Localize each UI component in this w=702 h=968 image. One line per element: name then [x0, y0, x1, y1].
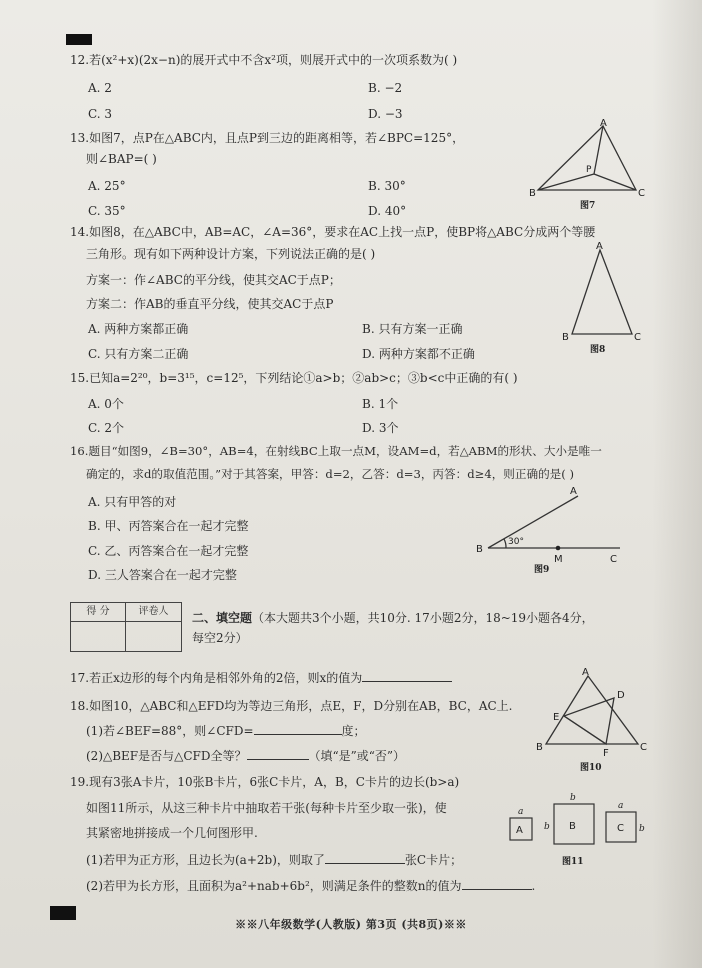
q14-option-a: A. 两种方案都正确	[88, 322, 189, 336]
figure-8	[556, 238, 646, 356]
q13-stem-line2: 则∠BAP=( )	[86, 152, 157, 166]
q12-option-d: D. −3	[368, 107, 403, 121]
q16-option-a: A. 只有甲答的对	[88, 495, 177, 509]
figure-11	[500, 782, 650, 882]
q13-option-d: D. 40°	[368, 204, 407, 218]
q16-option-d: D. 三人答案合在一起才完整	[88, 568, 237, 582]
q18-sub1-unit: 度；	[341, 724, 366, 738]
grader-box-label: 评卷人	[138, 606, 169, 617]
q14-plan-1: 方案一：作∠ABC的平分线，使其交AC于点P；	[86, 273, 341, 287]
q15-option-b: B. 1个	[362, 397, 399, 411]
q18-sub2-text: (2)△BEF是否与△CFD全等？	[86, 749, 247, 763]
figure-9	[474, 482, 644, 574]
fig10-label-d: D	[617, 690, 625, 701]
section-2-desc-2: 每空2分）	[192, 631, 248, 645]
fig9-label-angle: 30°	[508, 537, 524, 547]
q19-sub1-blank[interactable]	[325, 863, 405, 864]
q14-stem-line1: 14.如图8，在△ABC中，AB=AC，∠A=36°，要求在AC上找一点P，使BP将△ABC分成两个等腰	[70, 225, 596, 239]
page-footer: ※※八年级数学(人教版) 第3页 (共8页)※※	[235, 918, 467, 931]
fig11-label-c-top: a	[618, 801, 624, 811]
fig8-label-b: B	[562, 332, 569, 343]
q18-sub2-hint: （填“是”或“否”）	[308, 749, 406, 763]
fig7-caption: 图7	[580, 201, 596, 210]
q17-answer-blank[interactable]	[362, 681, 452, 682]
q17-text: 17.若正x边形的每个内角是相邻外角的2倍，则x的值为	[70, 671, 363, 685]
fig10-label-c: C	[640, 742, 647, 753]
q14-option-d: D. 两种方案都不正确	[362, 347, 475, 361]
q19-sub2-text: (2)若甲为长方形，且面积为a²+nab+6b²，则满足条件的整数n的值为	[86, 879, 462, 893]
q13-option-a: A. 25°	[88, 179, 126, 193]
fig11-caption: 图11	[562, 857, 584, 867]
fig11-card-c: C	[617, 823, 624, 834]
fig8-caption: 图8	[590, 345, 606, 355]
figure-10	[534, 664, 654, 776]
q12-option-c: C. 3	[88, 107, 113, 121]
q13-option-c: C. 35°	[88, 204, 126, 218]
fig9-point-m	[556, 546, 561, 551]
q19-sub2	[86, 878, 535, 894]
fig10-label-a: A	[582, 667, 589, 678]
q18-sub2-blank[interactable]	[247, 759, 309, 760]
fig8-label-c: C	[634, 332, 641, 343]
fig11-label-b-top: b	[570, 793, 576, 803]
q12-option-b: B. −2	[368, 81, 403, 95]
fig11-label-a-top: a	[518, 807, 524, 817]
q14-option-c: C. 只有方案二正确	[88, 347, 189, 361]
q13-option-b: B. 30°	[368, 179, 406, 193]
section-2-header	[192, 608, 652, 648]
section-2-desc: （本大题共3个小题，共10分. 17小题2分，18~19小题各4分，	[252, 611, 594, 625]
fig9-label-c: C	[610, 554, 617, 565]
q18-sub1	[86, 723, 366, 739]
score-box-label: 得 分	[86, 606, 110, 617]
fig9-label-b: B	[476, 544, 483, 555]
q18-stem: 18.如图10，△ABC和△EFD均为等边三角形，点E，F，D分别在AB，BC，AC上.	[70, 699, 513, 713]
fig7-label-b: B	[529, 188, 536, 199]
registration-mark-top	[66, 34, 92, 45]
section-2-title: 二、填空题	[192, 611, 253, 625]
q12-stem: 12.若(x²+x)(2x−n)的展开式中不含x²项，则展开式中的一次项系数为( )	[70, 53, 458, 67]
q14-plan-2: 方案二：作AB的垂直平分线，使其交AC于点P	[86, 297, 334, 311]
fig10-caption: 图10	[580, 763, 602, 773]
fig9-label-m: M	[554, 554, 563, 565]
fig10-label-f: F	[603, 748, 609, 759]
q15-option-d: D. 3个	[362, 421, 399, 435]
q18-sub1-text: (1)若∠BEF=88°，则∠CFD=	[86, 724, 254, 738]
q15-option-c: C. 2个	[88, 421, 125, 435]
q15-option-a: A. 0个	[88, 397, 124, 411]
q19-sub1-text: (1)若甲为正方形，且边长为(a+2b)，则取了	[86, 853, 325, 867]
page-edge-shadow	[652, 0, 702, 968]
fig10-label-b: B	[536, 742, 543, 753]
fig9-caption: 图9	[534, 565, 550, 574]
q14-stem-line2: 三角形。现有如下两种设计方案，下列说法正确的是( )	[86, 247, 376, 261]
q19-stem-line1: 19.现有3张A卡片，10张B卡片，6张C卡片，A，B，C卡片的边长(b>a)	[70, 775, 460, 789]
q19-stem-line2: 如图11所示，从这三种卡片中抽取若干张(每种卡片至少取一张)，使	[86, 801, 447, 815]
q19-sub2-end: .	[531, 879, 536, 893]
score-box	[70, 602, 182, 652]
q12-option-a: A. 2	[88, 81, 112, 95]
q19-sub1	[86, 852, 462, 868]
q18-sub2	[86, 748, 405, 764]
q13-stem-line1: 13.如图7，点P在△ABC内，且点P到三边的距离相等，若∠BPC=125°，	[70, 131, 465, 145]
fig7-label-a: A	[600, 118, 607, 129]
q15-stem: 15.已知a=2²⁰，b=3¹⁵，c=12⁵，下列结论①a>b；②ab>c；③b<c中正确的有( )	[70, 371, 518, 385]
q16-stem-line2: 确定的，求d的取值范围。”对于其答案，甲答：d=2，乙答：d=3，丙答：d≥4，则正确的是( )	[86, 467, 575, 481]
q14-option-b: B. 只有方案一正确	[362, 322, 463, 336]
fig11-card-a: A	[516, 825, 523, 836]
fig9-label-a: A	[570, 486, 577, 497]
fig7-label-c: C	[638, 188, 645, 199]
q19-sub1-unit: 张C卡片；	[404, 853, 463, 867]
fig7-label-p: P	[586, 165, 592, 175]
q16-option-b: B. 甲、丙答案合在一起才完整	[88, 519, 249, 533]
fig11-label-c-side: b	[639, 824, 645, 834]
q19-sub2-blank[interactable]	[462, 889, 532, 890]
fig11-label-b-side: b	[544, 822, 550, 832]
q18-sub1-blank[interactable]	[254, 734, 342, 735]
q17	[70, 670, 452, 686]
fig11-card-b: B	[569, 821, 576, 832]
q19-stem-line3: 其紧密地拼接成一个几何图形甲.	[86, 826, 258, 840]
q16-option-c: C. 乙、丙答案合在一起才完整	[88, 544, 249, 558]
fig8-label-a: A	[596, 241, 603, 252]
figure-7	[528, 118, 648, 210]
q16-stem-line1: 16.题目“如图9，∠B=30°，AB=4，在射线BC上取一点M，设AM=d，若△ABM的形状、大小是唯一	[70, 444, 602, 458]
fig10-label-e: E	[553, 712, 560, 723]
